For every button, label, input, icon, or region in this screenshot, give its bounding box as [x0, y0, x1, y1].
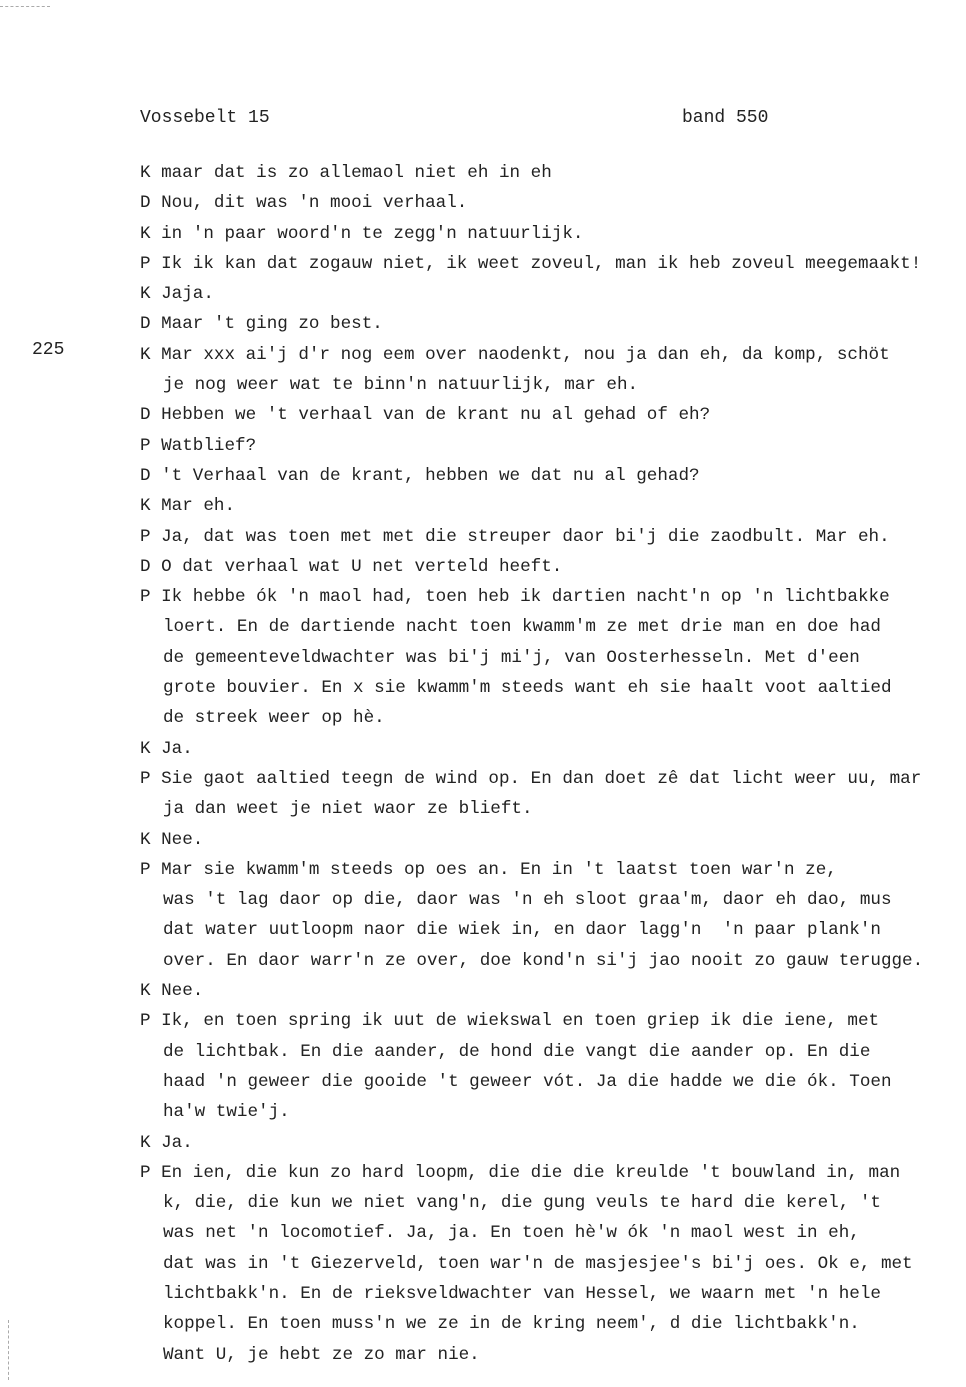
document-header-band: band 550: [682, 108, 769, 128]
transcript-line: [140, 1128, 940, 1158]
utterance-text: was 't lag daor op die, daor was 'n eh sloot graa'm, daor eh dao, mus: [163, 890, 892, 911]
transcript-line-continuation: [140, 1340, 940, 1370]
speaker-label: K: [140, 344, 151, 365]
transcript-line-continuation: [140, 703, 940, 733]
utterance-text: 't Verhaal van de krant, hebben we dat nu al gehad?: [161, 465, 700, 486]
transcript-body: [140, 158, 940, 1370]
utterance-text: Nou, dit was 'n mooi verhaal.: [161, 193, 468, 214]
utterance-text: Ik hebbe ók 'n maol had, toen heb ik dartien nacht'n op 'n lichtbakke: [161, 587, 890, 608]
speaker-label: D: [140, 314, 151, 335]
transcript-line: [140, 1158, 940, 1188]
transcript-line: [140, 522, 940, 552]
scan-edge-mark: [0, 6, 50, 7]
utterance-text: Want U, je hebt ze zo mar nie.: [163, 1344, 480, 1365]
transcript-line-continuation: [140, 370, 940, 400]
speaker-label: K: [140, 829, 151, 850]
utterance-text: Watblief?: [161, 435, 257, 456]
speaker-label: P: [140, 435, 151, 456]
transcript-line-continuation: [140, 1218, 940, 1248]
utterance-text: grote bouvier. En x sie kwamm'm steeds want eh sie haalt voot aaltied: [163, 678, 892, 699]
speaker-label: P: [140, 859, 151, 880]
transcript-line-continuation: [140, 946, 940, 976]
transcript-line-continuation: [140, 673, 940, 703]
transcript-line: [140, 249, 940, 279]
transcript-line: [140, 309, 940, 339]
utterance-text: lichtbakk'n. En de rieksveldwachter van Hessel, we waarn met 'n hele: [163, 1283, 881, 1304]
utterance-text: dat was in 't Giezerveld, toen war'n de masjesjee's bi'j oes. Ok e, met: [163, 1253, 913, 1274]
transcript-line: [140, 825, 940, 855]
utterance-text: Jaja.: [161, 284, 214, 305]
speaker-label: D: [140, 193, 151, 214]
utterance-text: O dat verhaal wat U net verteld heeft.: [161, 556, 563, 577]
utterance-text: loert. En de dartiende nacht toen kwamm'm ze met drie man en doe had: [163, 617, 881, 638]
transcript-line: [140, 158, 940, 188]
utterance-text: de streek weer op hè.: [163, 708, 385, 729]
utterance-text: was net 'n locomotief. Ja, ja. En toen hè'w ók 'n maol west in eh,: [163, 1223, 860, 1244]
utterance-text: Hebben we 't verhaal van de krant nu al gehad of eh?: [161, 405, 711, 426]
speaker-label: P: [140, 253, 151, 274]
speaker-label: D: [140, 556, 151, 577]
utterance-text: haad 'n geweer die gooide 't geweer vót. Ja die hadde we die ók. Toen: [163, 1071, 892, 1092]
transcript-line: [140, 340, 940, 370]
utterance-text: k, die, die kun we niet vang'n, die gung veuls te hard die kerel, 't: [163, 1193, 881, 1214]
transcript-line: [140, 461, 940, 491]
utterance-text: Ik ik kan dat zogauw niet, ik weet zoveul, man ik heb zoveul meegemaakt!: [161, 253, 922, 274]
utterance-text: Nee.: [161, 829, 204, 850]
utterance-text: de gemeenteveldwachter was bi'j mi'j, van Oosterhesseln. Met d'een: [163, 647, 860, 668]
transcript-line-continuation: [140, 612, 940, 642]
utterance-text: ja dan weet je niet waor ze blieft.: [163, 799, 533, 820]
transcript-line: [140, 734, 940, 764]
utterance-text: Mar xxx ai'j d'r nog eem over naodenkt, nou ja dan eh, da komp, schöt: [161, 344, 890, 365]
utterance-text: Ja.: [161, 1132, 193, 1153]
transcript-line-continuation: [140, 1037, 940, 1067]
transcript-line: [140, 764, 940, 794]
utterance-text: Mar eh.: [161, 496, 236, 517]
transcript-line-continuation: [140, 1279, 940, 1309]
speaker-label: D: [140, 405, 151, 426]
speaker-label: K: [140, 738, 151, 759]
utterance-text: Maar 't ging zo best.: [161, 314, 383, 335]
transcript-line-continuation: [140, 1097, 940, 1127]
transcript-line: [140, 582, 940, 612]
scan-edge-mark: [8, 1320, 9, 1380]
utterance-text: over. En daor warr'n ze over, doe kond'n si'j jao nooit zo gauw terugge.: [163, 950, 924, 971]
transcript-line: [140, 279, 940, 309]
speaker-label: K: [140, 284, 151, 305]
transcript-line: [140, 855, 940, 885]
margin-line-number: 225: [32, 340, 65, 360]
utterance-text: je nog weer wat te binn'n natuurlijk, mar eh.: [163, 375, 639, 396]
transcript-line-continuation: [140, 794, 940, 824]
transcript-line: [140, 1006, 940, 1036]
speaker-label: D: [140, 465, 151, 486]
speaker-label: K: [140, 163, 151, 183]
transcript-line: [140, 188, 940, 218]
speaker-label: P: [140, 1011, 151, 1032]
transcript-line-continuation: [140, 885, 940, 915]
transcript-line: [140, 976, 940, 1006]
utterance-text: Mar sie kwamm'm steeds op oes an. En in 't laatst toen war'n ze,: [161, 859, 837, 880]
speaker-label: K: [140, 223, 151, 244]
speaker-label: K: [140, 1132, 151, 1153]
speaker-label: P: [140, 587, 151, 608]
transcript-line: [140, 552, 940, 582]
utterance-text: maar dat is zo allemaol niet eh in eh: [161, 163, 552, 183]
transcript-line: [140, 219, 940, 249]
transcript-line-continuation: [140, 915, 940, 945]
document-header-title: Vossebelt 15: [140, 108, 270, 128]
transcript-line-continuation: [140, 1067, 940, 1097]
speaker-label: P: [140, 1162, 151, 1183]
transcript-line: [140, 400, 940, 430]
utterance-text: dat water uutloopm naor die wiek in, en daor lagg'n 'n paar plank'n: [163, 920, 881, 941]
speaker-label: K: [140, 981, 151, 1002]
utterance-text: ha'w twie'j.: [163, 1102, 290, 1123]
utterance-text: Ja, dat was toen met met die streuper daor bi'j die zaodbult. Mar eh.: [161, 526, 890, 547]
speaker-label: P: [140, 526, 151, 547]
transcript-line: [140, 431, 940, 461]
utterance-text: in 'n paar woord'n te zegg'n natuurlijk.: [161, 223, 584, 244]
utterance-text: Ik, en toen spring ik uut de wiekswal en toen griep ik die iene, met: [161, 1011, 880, 1032]
utterance-text: de lichtbak. En die aander, de hond die vangt die aander op. En die: [163, 1041, 871, 1062]
transcript-line-continuation: [140, 1249, 940, 1279]
transcript-line-continuation: [140, 643, 940, 673]
utterance-text: koppel. En toen muss'n we ze in de kring neem', d die lichtbakk'n.: [163, 1314, 860, 1335]
transcript-line: [140, 491, 940, 521]
utterance-text: Ja.: [161, 738, 193, 759]
utterance-text: Nee.: [161, 981, 204, 1002]
transcript-line-continuation: [140, 1188, 940, 1218]
transcript-line-continuation: [140, 1309, 940, 1339]
utterance-text: En ien, die kun zo hard loopm, die die die kreulde 't bouwland in, man: [161, 1162, 901, 1183]
speaker-label: K: [140, 496, 151, 517]
speaker-label: P: [140, 768, 151, 789]
utterance-text: Sie gaot aaltied teegn de wind op. En dan doet zê dat licht weer uu, mar: [161, 768, 922, 789]
